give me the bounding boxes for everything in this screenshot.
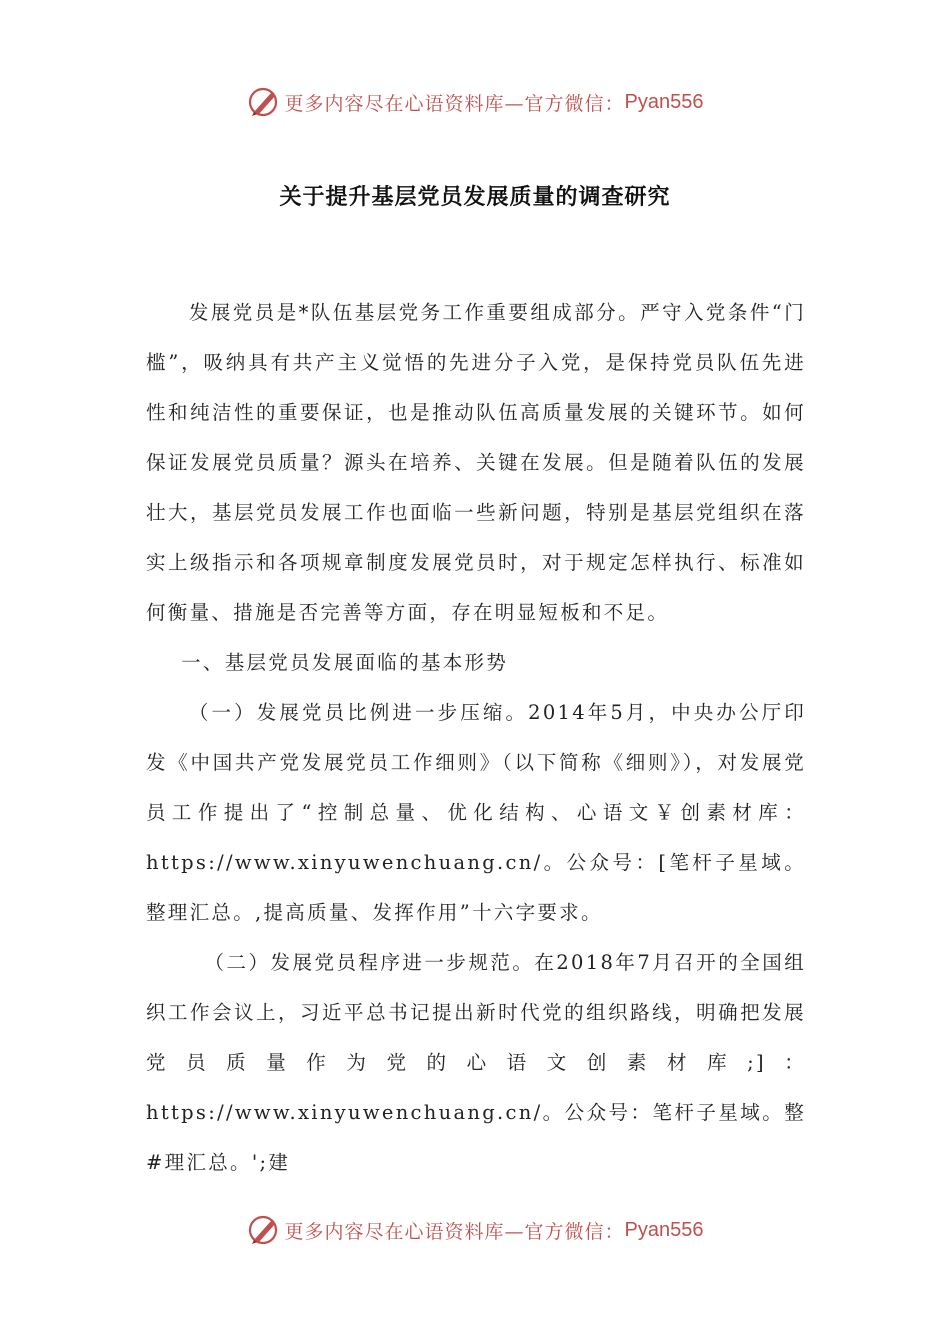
section-heading: 一、基层党员发展面临的基本形势 (181, 651, 509, 674)
document-title: 关于提升基层党员发展质量的调查研究 (279, 185, 671, 210)
banner-text: 更多内容尽在心语资料库—官方微信： (284, 92, 625, 115)
pen-logo-icon (247, 85, 281, 119)
document-body (146, 288, 806, 1188)
banner-text: 更多内容尽在心语资料库—官方微信： (284, 1220, 625, 1243)
paragraph: （一）发展党员比例进一步压缩。2014年5月，中央办公厅印发《中国共产党发展党员工作细则》（以下简称《细则》），对发展党员工作提出了“控制总量、优化结构、心语文￥创素材库：https://www.xinyuwenchuang.cn/。公众号：[笔杆子星域。整理汇总。,提高质量、发挥作用”十六字要求。 (146, 701, 806, 924)
banner-handle: Pyan556 (624, 1218, 704, 1241)
header-banner (0, 80, 950, 124)
pen-logo-icon (247, 1213, 281, 1247)
footer-banner (0, 1208, 950, 1252)
banner-handle: Pyan556 (624, 90, 704, 113)
paragraph: （二）发展党员程序进一步规范。在2018年7月召开的全国组织工作会议上，习近平总书记提出新时代党的组织路线，明确把发展党员质量作为党的心语文创素材库;]：https://www.xinyuwenchuang.cn/。公众号：笔杆子星域。整#理汇总。';建 (146, 951, 806, 1174)
paragraph: 发展党员是*队伍基层党务工作重要组成部分。严守入党条件“门槛”，吸纳具有共产主义觉悟的先进分子入党，是保持党员队伍先进性和纯洁性的重要保证，也是推动队伍高质量发展的关键环节。如何保证发展党员质量？源头在培养、关键在发展。但是随着队伍的发展壮大，基层党员发展工作也面临一些新问题，特别是基层党组织在落实上级指示和各项规章制度发展党员时，对于规定怎样执行、标准如何衡量、措施是否完善等方面，存在明显短板和不足。 (146, 301, 806, 624)
